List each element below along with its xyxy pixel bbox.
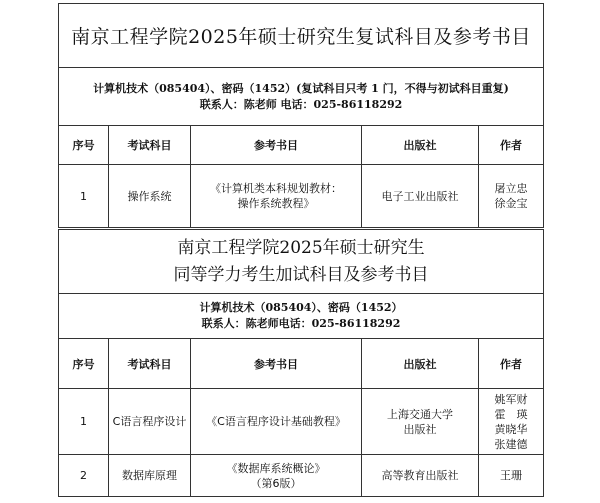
- row-book: [191, 165, 362, 228]
- table2-info-line2: 联系人：陈老师电话：025-86118292: [201, 317, 401, 330]
- row-author: [479, 389, 544, 455]
- row-author-line2: 霍 瑛: [494, 407, 528, 421]
- row-book-line1: 《数据库系统概论》: [226, 461, 326, 475]
- row-author-line4: 张建德: [494, 437, 528, 451]
- row-author: [479, 165, 544, 228]
- row-publisher: [362, 389, 479, 455]
- row-author-line1: 姚军财: [494, 392, 528, 406]
- table1-contact-info: [59, 68, 544, 126]
- header-subject: 考试科目: [109, 339, 191, 389]
- row-subject: 操作系统: [109, 165, 191, 228]
- table2-contact-info: [59, 294, 544, 339]
- row-subject: 数据库原理: [109, 455, 191, 497]
- header-reference-book: 参考书目: [191, 339, 362, 389]
- table2-info-line1: 计算机技术（085404）、密码（1452）: [199, 301, 403, 314]
- header-author: 作者: [479, 339, 544, 389]
- table2-title: [59, 230, 544, 294]
- header-publisher: 出版社: [362, 126, 479, 165]
- header-subject: 考试科目: [109, 126, 191, 165]
- row-publisher: 电子工业出版社: [362, 165, 479, 228]
- table2-title-line2: 同等学力考生加试科目及参考书目: [173, 264, 429, 285]
- header-publisher: 出版社: [362, 339, 479, 389]
- table1-info-line2: 联系人：陈老师 电话：025-86118292: [199, 97, 403, 111]
- table2-header-row: [59, 339, 544, 389]
- row-book: 《C语言程序设计基础教程》: [191, 389, 362, 455]
- row-author: 王珊: [479, 455, 544, 497]
- equivalent-exam-table: [58, 229, 544, 497]
- table-row: [59, 455, 544, 497]
- row-publisher: 高等教育出版社: [362, 455, 479, 497]
- row-author-line1: 屠立忠: [494, 182, 528, 195]
- row-publisher-line1: 上海交通大学: [387, 407, 453, 421]
- row-no: 1: [59, 389, 109, 455]
- table2-title-line1: 南京工程学院2025年硕士研究生: [177, 237, 425, 258]
- header-author: 作者: [479, 126, 544, 165]
- row-no: 2: [59, 455, 109, 497]
- row-subject: C语言程序设计: [109, 389, 191, 455]
- row-book-line1: 《计算机类本科规划教材：: [210, 182, 342, 195]
- row-author-line2: 徐金宝: [494, 197, 528, 210]
- table1-title: 南京工程学院2025年硕士研究生复试科目及参考书目: [59, 4, 544, 68]
- row-book-line2: 操作系统教程》: [237, 197, 315, 210]
- row-book: [191, 455, 362, 497]
- row-book-line2: （第6版）: [250, 476, 302, 490]
- table-row: [59, 389, 544, 455]
- header-reference-book: 参考书目: [191, 126, 362, 165]
- row-publisher-line2: 出版社: [403, 422, 437, 436]
- table1-info-line1: 计算机技术（085404）、密码（1452）(复试科目只考 1 门，不得与初试科目重复): [93, 81, 509, 95]
- row-no: 1: [59, 165, 109, 228]
- header-no: 序号: [59, 126, 109, 165]
- row-author-line3: 黄晓华: [494, 422, 528, 436]
- table1-header-row: [59, 126, 544, 165]
- retest-subjects-table: [58, 3, 544, 228]
- header-no: 序号: [59, 339, 109, 389]
- table-row: [59, 165, 544, 228]
